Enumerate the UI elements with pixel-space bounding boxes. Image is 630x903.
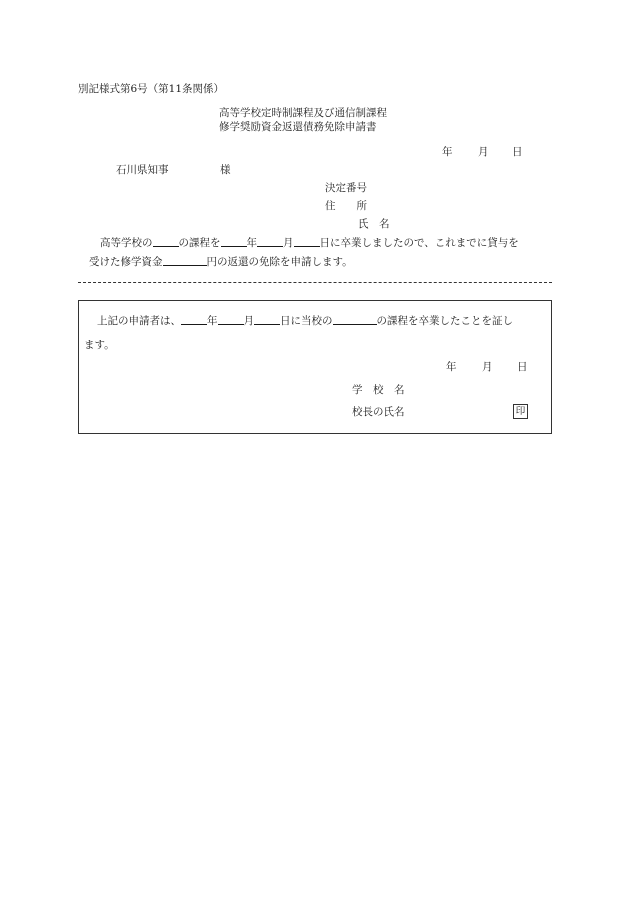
seal-icon: 印: [513, 404, 528, 419]
certification-text: 月: [243, 315, 254, 327]
certification-text: 上記の申請者は、: [97, 315, 181, 327]
application-text: 年: [246, 237, 257, 249]
title-line-1: 高等学校定時制課程及び通信制課程: [219, 107, 387, 119]
application-text: 高等学校の: [100, 237, 153, 249]
application-text: 受けた修学資金: [89, 256, 163, 268]
applicant-name-label: 氏 名: [358, 218, 390, 230]
date-year-label: 年: [442, 146, 453, 158]
seal-mark: [513, 404, 528, 419]
decision-number-label: 決定番号: [325, 182, 367, 194]
blank-month-field[interactable]: [257, 236, 283, 247]
cut-line-divider: [78, 282, 552, 283]
application-text: 日に卒業しましたので、これまでに貸与を: [319, 237, 519, 249]
date-month-label: 月: [478, 146, 489, 158]
addressee-name: 石川県知事: [116, 164, 169, 176]
application-text: の課程を: [178, 237, 221, 249]
form-number: 別記様式第6号（第11条関係）: [78, 83, 225, 95]
blank-course-field[interactable]: [153, 236, 179, 247]
application-text-line-2: [89, 255, 353, 269]
application-text-line-1: [100, 236, 519, 250]
cert-blank-day-field[interactable]: [254, 314, 280, 325]
certification-text-line-1: [97, 314, 513, 328]
cert-blank-month-field[interactable]: [218, 314, 244, 325]
application-text: 円の返還の免除を申請します。: [206, 256, 353, 268]
blank-amount-field[interactable]: [163, 255, 207, 266]
principal-name-label: 校長の氏名: [352, 406, 405, 418]
blank-day-field[interactable]: [294, 236, 320, 247]
certification-text: 年: [207, 315, 218, 327]
certification-text: 日に当校の: [280, 315, 333, 327]
cert-date-month-label: 月: [482, 361, 493, 373]
cert-blank-year-field[interactable]: [181, 314, 207, 325]
blank-year-field[interactable]: [221, 236, 247, 247]
title-line-2: 修学奨励資金返還債務免除申請書: [219, 121, 377, 133]
cert-date-day-label: 日: [517, 361, 528, 373]
cert-date-year-label: 年: [446, 361, 457, 373]
certification-text-line-2: ます。: [84, 339, 115, 351]
addressee-honorific: 様: [220, 164, 231, 176]
address-label: 住 所: [325, 200, 367, 212]
date-day-label: 日: [512, 146, 523, 158]
certification-text: の課程を卒業したことを証し: [376, 315, 513, 327]
application-text: 月: [283, 237, 294, 249]
cert-blank-course-field[interactable]: [333, 314, 377, 325]
school-name-label: 学 校 名: [352, 384, 405, 396]
